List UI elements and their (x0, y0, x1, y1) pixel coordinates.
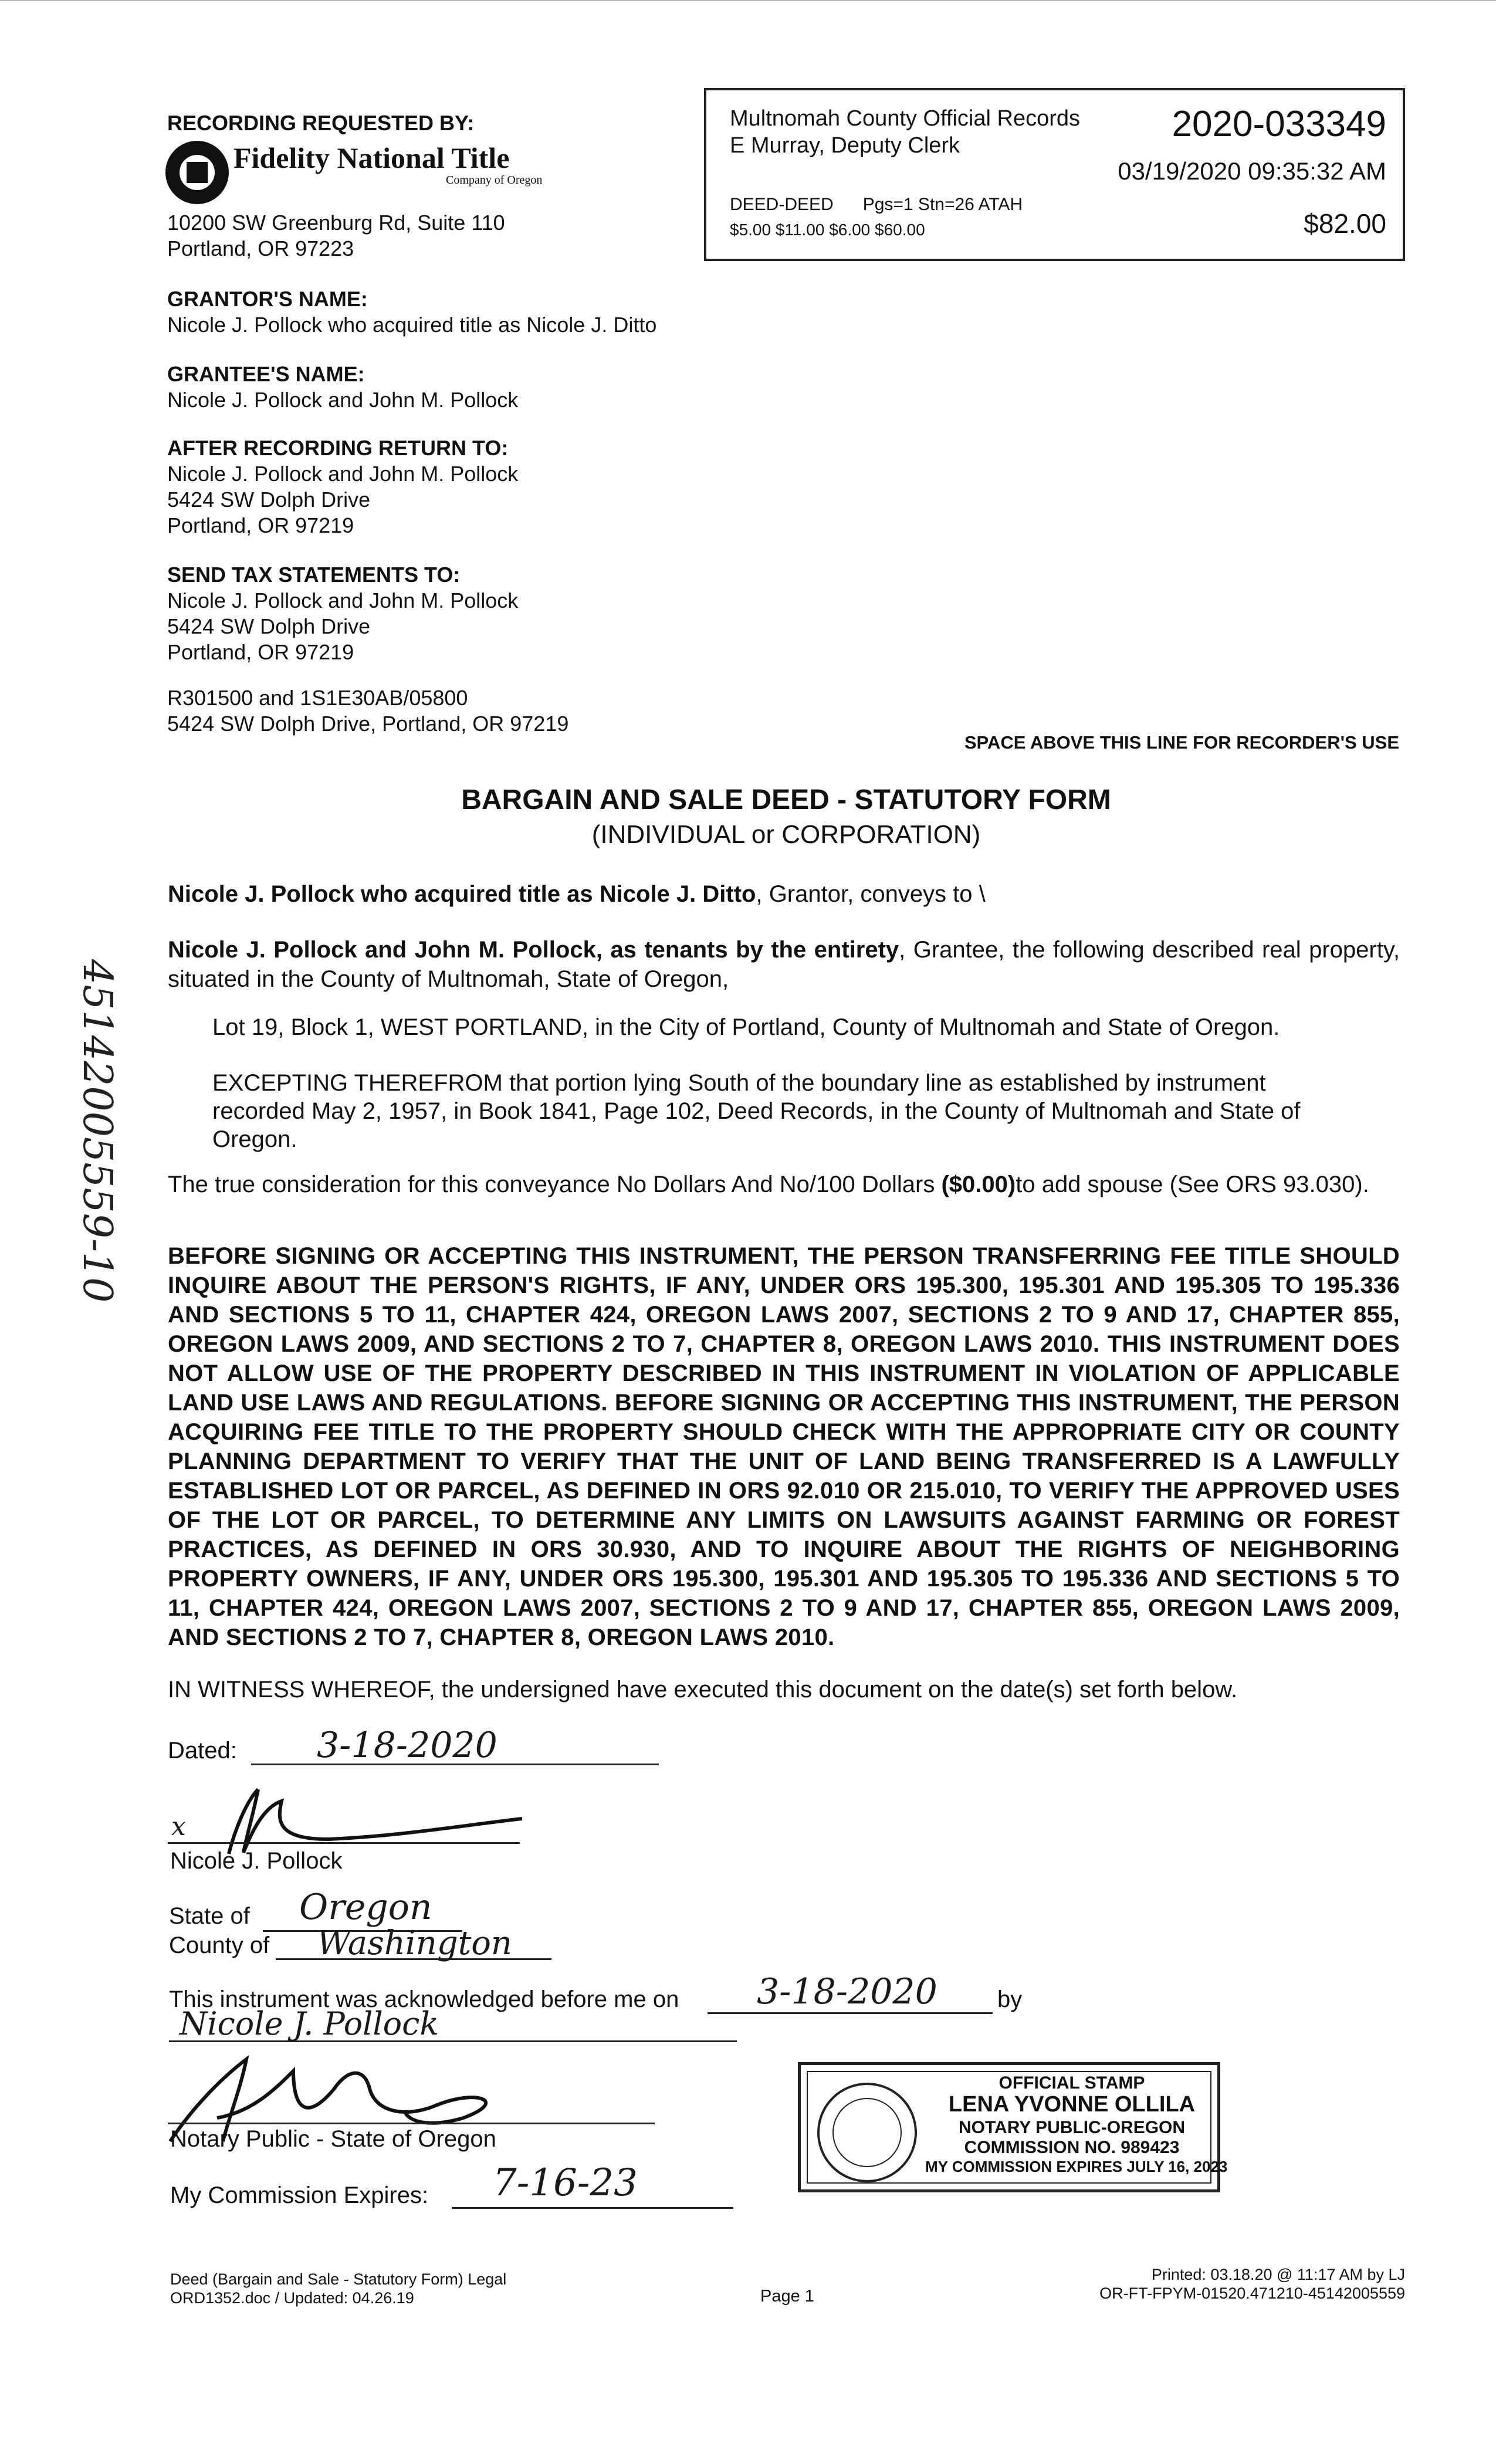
county-label: County of (169, 1932, 270, 1958)
recording-heading: RECORDING REQUESTED BY: (167, 111, 475, 135)
property-address: 5424 SW Dolph Drive, Portland, OR 97219 (167, 712, 569, 736)
recording-address-1: 10200 SW Greenburg Rd, Suite 110 (167, 211, 505, 235)
recorder-office: Multnomah County Official Records (730, 106, 1080, 131)
grantee-bold-name: Nicole J. Pollock and John M. Pollock, as tenants by the entirety (168, 937, 899, 963)
grantor-name: Nicole J. Pollock who acquired title as Nicole J. Ditto (167, 313, 657, 337)
consideration-pre: The true consideration for this conveyance No Dollars And No/100 Dollars (168, 1172, 942, 1197)
footer-page: Page 1 (760, 2287, 814, 2306)
recording-address-2: Portland, OR 97223 (167, 236, 354, 260)
conveys-line (168, 881, 986, 908)
conveys-rest: , Grantor, conveys to \ (756, 881, 986, 907)
consideration-post: to add spouse (See ORS 93.030). (1016, 1172, 1369, 1197)
record-fees-line: $5.00 $11.00 $6.00 $60.00 (730, 221, 925, 239)
ack-label: This instrument was acknowledged before me on (169, 1986, 679, 2012)
tax-heading: SEND TAX STATEMENTS TO: (167, 563, 461, 587)
tax-line-2: 5424 SW Dolph Drive (167, 614, 371, 638)
witness-line: IN WITNESS WHEREOF, the undersigned have executed this document on the date(s) set forth below. (168, 1677, 1238, 1703)
return-heading: AFTER RECORDING RETURN TO: (167, 436, 509, 460)
ack-name-handwritten: Nicole J. Pollock (180, 2005, 439, 2042)
oregon-seal-icon (817, 2083, 917, 2182)
company-sub: Company of Oregon (446, 174, 543, 187)
record-datetime: 03/19/2020 09:35:32 AM (1118, 157, 1386, 185)
signature-mark: x (171, 1812, 186, 1842)
top-edge-line (0, 0, 1496, 1)
side-order-number: 45142005559-10 (74, 959, 120, 1303)
commission-handwritten: 7-16-23 (493, 2161, 638, 2205)
recorder-clerk: E Murray, Deputy Clerk (730, 133, 960, 158)
county-handwritten: Washington (317, 1924, 512, 1962)
return-line-3: Portland, OR 97219 (167, 513, 354, 537)
commission-underline (452, 2207, 733, 2209)
deed-title: BARGAIN AND SALE DEED - STATUTORY FORM (461, 784, 1111, 815)
ack-by: by (997, 1986, 1023, 2012)
property-ids: R301500 and 1S1E30AB/05800 (167, 686, 468, 710)
grantee-para-rest: , Grantee, the following described real property, situated in the County of Multnomah, State of Oregon, (168, 937, 1400, 992)
record-type-line: DEED-DEED Pgs=1 Stn=26 ATAH (730, 195, 1023, 214)
grantee-heading: GRANTEE'S NAME: (167, 362, 365, 386)
state-handwritten: Oregon (299, 1887, 432, 1928)
consideration-amount: ($0.00) (941, 1172, 1016, 1197)
tax-line-1: Nicole J. Pollock and John M. Pollock (167, 588, 519, 612)
recorder-box (704, 88, 1405, 261)
recorder-note: SPACE ABOVE THIS LINE FOR RECORDER'S USE (964, 732, 1399, 753)
dated-handwritten: 3-18-2020 (317, 1725, 497, 1766)
fidelity-logo-icon (165, 141, 229, 204)
return-line-2: 5424 SW Dolph Drive (167, 488, 371, 512)
ack-date-underline (708, 2012, 993, 2014)
stamp-line-4: COMMISSION NO. 989423 (964, 2138, 1180, 2157)
record-number: 2020-033349 (1172, 104, 1386, 144)
grantee-name: Nicole J. Pollock and John M. Pollock (167, 388, 519, 412)
footer-right-2: OR-FT-FPYM-01520.471210-45142005559 (1099, 2284, 1405, 2302)
grantee-paragraph (168, 935, 1400, 994)
footer-left-1: Deed (Bargain and Sale - Statutory Form) Legal (170, 2270, 507, 2288)
notary-label: Notary Public - State of Oregon (170, 2126, 496, 2152)
commission-label: My Commission Expires: (170, 2182, 429, 2208)
grantor-bold-name: Nicole J. Pollock who acquired title as Nicole J. Ditto (168, 881, 756, 907)
deed-subtitle: (INDIVIDUAL or CORPORATION) (591, 820, 981, 849)
return-line-1: Nicole J. Pollock and John M. Pollock (167, 462, 519, 486)
statutory-warning: BEFORE SIGNING OR ACCEPTING THIS INSTRUMENT, THE PERSON TRANSFERRING FEE TITLE SHOULD INQUIRE ABOUT THE PERSON'S RIGHTS, IF ANY, UNDER ORS 195.300, 195.301 AND 195.305 TO 195.336 AND SECTIONS 5 TO 11, CHAPTER 424, OREGON LAWS 2007, SECTIONS 2 TO 9 AND 17, CHAPTER 855, OREGON LAWS 2009, AND SECTIONS 2 TO 7, CHAPTER 8, OREGON LAWS 2010. THIS INSTRUMENT DOES NOT ALLOW USE OF THE PROPERTY DESCRIBED IN THIS INSTRUMENT IN VIOLATION OF APPLICABLE LAND USE LAWS AND REGULATIONS. BEFORE SIGNING OR ACCEPTING THIS INSTRUMENT, THE PERSON ACQUIRING FEE TITLE TO THE PROPERTY SHOULD CHECK WITH THE APPROPRIATE CITY OR COUNTY PLANNING DEPARTMENT TO VERIFY THAT THE UNIT OF LAND BEING TRANSFERRED IS A LAWFULLY ESTABLISHED LOT OR PARCEL, AS DEFINED IN ORS 92.010 OR 215.010, TO VERIFY THE APPROVED USES OF THE LOT OR PARCEL, TO DETERMINE ANY LIMITS ON LAWSUITS AGAINST FARMING OR FOREST PRACTICES, AS DEFINED IN ORS 30.930, AND TO INQUIRE ABOUT THE RIGHTS OF NEIGHBORING PROPERTY OWNERS, IF ANY, UNDER ORS 195.300, 195.301 AND 195.305 TO 195.336 AND SECTIONS 5 TO 11, CHAPTER 424, OREGON LAWS 2007, SECTIONS 2 TO 9 AND 17, CHAPTER 855, OREGON LAWS 2009, AND SECTIONS 2 TO 7, CHAPTER 8, OREGON LAWS 2010. (168, 1243, 1400, 1650)
grantor-heading: GRANTOR'S NAME: (167, 287, 368, 311)
consideration-paragraph (168, 1170, 1400, 1199)
signer-name: Nicole J. Pollock (170, 1848, 343, 1874)
record-total: $82.00 (1304, 208, 1386, 239)
state-label: State of (169, 1903, 250, 1929)
stamp-line-2: LENA YVONNE OLLILA (948, 2092, 1196, 2117)
footer-right-1: Printed: 03.18.20 @ 11:17 AM by LJ (1151, 2266, 1405, 2283)
legal-description: Lot 19, Block 1, WEST PORTLAND, in the City of Portland, County of Multnomah and State of Oregon. (212, 1014, 1280, 1040)
excepting-clause: EXCEPTING THEREFROM that portion lying South of the boundary line as established by instrument recorded May 2, 1957, in Book 1841, Page 102, Deed Records, in the County of Multnomah and State of Oregon. (212, 1070, 1301, 1152)
tax-line-3: Portland, OR 97219 (167, 640, 354, 664)
dated-label: Dated: (168, 1738, 237, 1764)
notary-line (168, 2123, 655, 2124)
stamp-line-1: OFFICIAL STAMP (999, 2073, 1145, 2093)
official-stamp (798, 2062, 1228, 2192)
stamp-line-3: NOTARY PUBLIC-OREGON (958, 2118, 1186, 2137)
footer-left-2: ORD1352.doc / Updated: 04.26.19 (170, 2289, 414, 2307)
stamp-line-5: MY COMMISSION EXPIRES JULY 16, 2023 (925, 2158, 1228, 2175)
ack-date-handwritten: 3-18-2020 (757, 1971, 937, 2012)
company-name: Fidelity National Title (233, 141, 510, 174)
signature-line (168, 1842, 520, 1844)
